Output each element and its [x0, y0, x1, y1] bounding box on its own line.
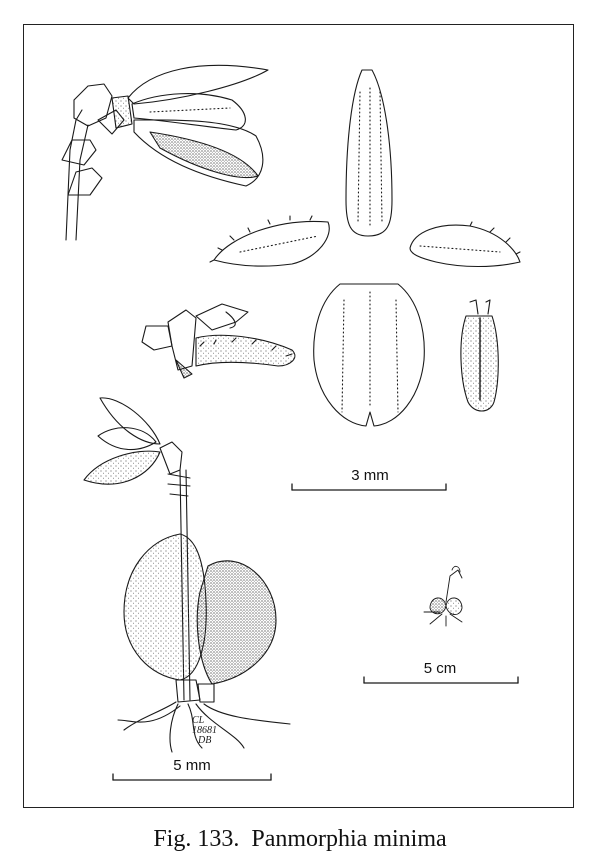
artist-initials: DB — [198, 735, 212, 746]
collector-initials: CL — [192, 715, 205, 726]
collector-number: 18681 — [192, 725, 217, 736]
plant-habit-small — [424, 566, 462, 626]
scale-label-5mm: 5 mm — [173, 757, 211, 774]
collector-annotation — [192, 716, 217, 746]
lateral-sepal-left — [210, 216, 329, 266]
scale-bar-5mm — [113, 774, 271, 780]
petal — [461, 300, 498, 411]
scale-bar-5cm — [364, 677, 518, 683]
lip-front-view — [314, 284, 425, 426]
scale-label-3mm: 3 mm — [351, 467, 389, 484]
species-name: Panmorphia minima — [251, 826, 447, 852]
column-lip-side-view — [142, 304, 295, 378]
lateral-sepal-right — [410, 222, 520, 267]
dorsal-sepal — [346, 70, 392, 236]
scale-bar-3mm — [292, 484, 446, 490]
figure-number: Fig. 133. — [153, 826, 240, 852]
figure-caption — [0, 826, 600, 853]
plant-habit-large — [84, 398, 290, 752]
flower-side-view — [62, 65, 268, 240]
scale-label-5cm: 5 cm — [423, 660, 457, 677]
